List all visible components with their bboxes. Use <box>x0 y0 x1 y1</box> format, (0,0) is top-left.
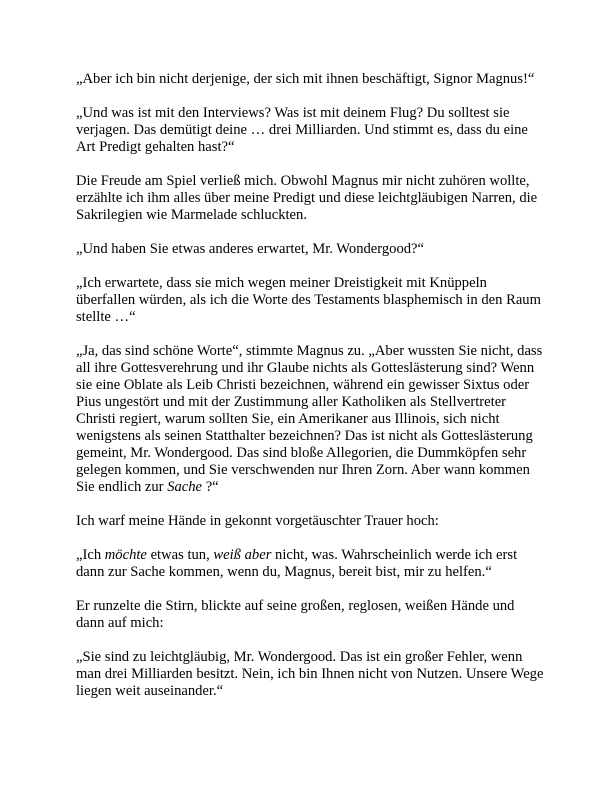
document-page <box>76 71 546 717</box>
paragraph <box>76 173 546 224</box>
text-run: „Ja, das sind schöne Worte“, stimmte Magnus zu. „Aber wussten Sie nicht, dass all ihre Gottesverehrung und ihr Glaube nichts als Gotteslästerung sind? Wenn sie eine Oblate als Leib Christi bezeichnen, während ein gewisser Sixtus oder Pius ungestört und mit der Zustimmung aller Katholiken als Stellvertreter Christi regiert, warum sollten Sie, ein Amerikaner aus Illinois, sich nicht wenigstens als seinen Statthalter bezeichnen? Das ist nicht als Gotteslästerung gemeint, Mr. Wondergood. Das sind bloße Allegorien, die Dummköpfen sehr gelegen kommen, und Sie verschwenden nur Ihren Zorn. Aber wann kommen Sie endlich zur <box>76 343 543 495</box>
text-run-italic: Sache <box>167 479 203 495</box>
paragraph <box>76 71 546 88</box>
paragraph <box>76 598 546 632</box>
paragraph <box>76 547 546 581</box>
text-run: „Und haben Sie etwas anderes erwartet, Mr. Wondergood?“ <box>76 241 425 257</box>
text-run: „Aber ich bin nicht derjenige, der sich mit ihnen beschäftigt, Signor Magnus!“ <box>76 71 535 87</box>
text-run: Die Freude am Spiel verließ mich. Obwohl Magnus mir nicht zuhören wollte, erzählte ich ihm alles über meine Predigt und diese leichtgläubigen Narren, die Sakrilegien wie Marmelade schluckten. <box>76 173 538 223</box>
text-run: „Ich <box>76 547 105 563</box>
paragraph <box>76 513 546 530</box>
text-run: Ich warf meine Hände in gekonnt vorgetäuschter Trauer hoch: <box>76 513 439 529</box>
text-run: Er runzelte die Stirn, blickte auf seine großen, reglosen, weißen Hände und dann auf mich: <box>76 598 515 631</box>
text-run: etwas tun, <box>146 547 214 563</box>
text-run: „Und was ist mit den Interviews? Was ist mit deinem Flug? Du solltest sie verjagen. Das demütigt deine … drei Milliarden. Und stimmt es, dass du eine Art Predigt gehalten hast?“ <box>76 105 528 155</box>
paragraph <box>76 343 546 496</box>
text-run: „Sie sind zu leichtgläubig, Mr. Wondergood. Das ist ein großer Fehler, wenn man drei Milliarden besitzt. Nein, ich bin Ihnen nicht von Nutzen. Unsere Wege liegen weit auseinander.“ <box>76 649 544 699</box>
text-run: ?“ <box>202 479 219 495</box>
paragraph <box>76 105 546 156</box>
paragraph <box>76 649 546 700</box>
text-run-italic: weiß aber <box>213 547 272 563</box>
text-run: „Ich erwartete, dass sie mich wegen meiner Dreistigkeit mit Knüppeln überfallen würden, als ich die Worte des Testaments blasphemisch in den Raum stellte …“ <box>76 275 541 325</box>
paragraph <box>76 275 546 326</box>
paragraph <box>76 241 546 258</box>
text-run: nicht, was. Wahrscheinlich werde ich erst dann zur Sache kommen, wenn du, Magnus, bereit bist, mir zu helfen.“ <box>76 547 518 580</box>
text-run-italic: möchte <box>104 547 147 563</box>
